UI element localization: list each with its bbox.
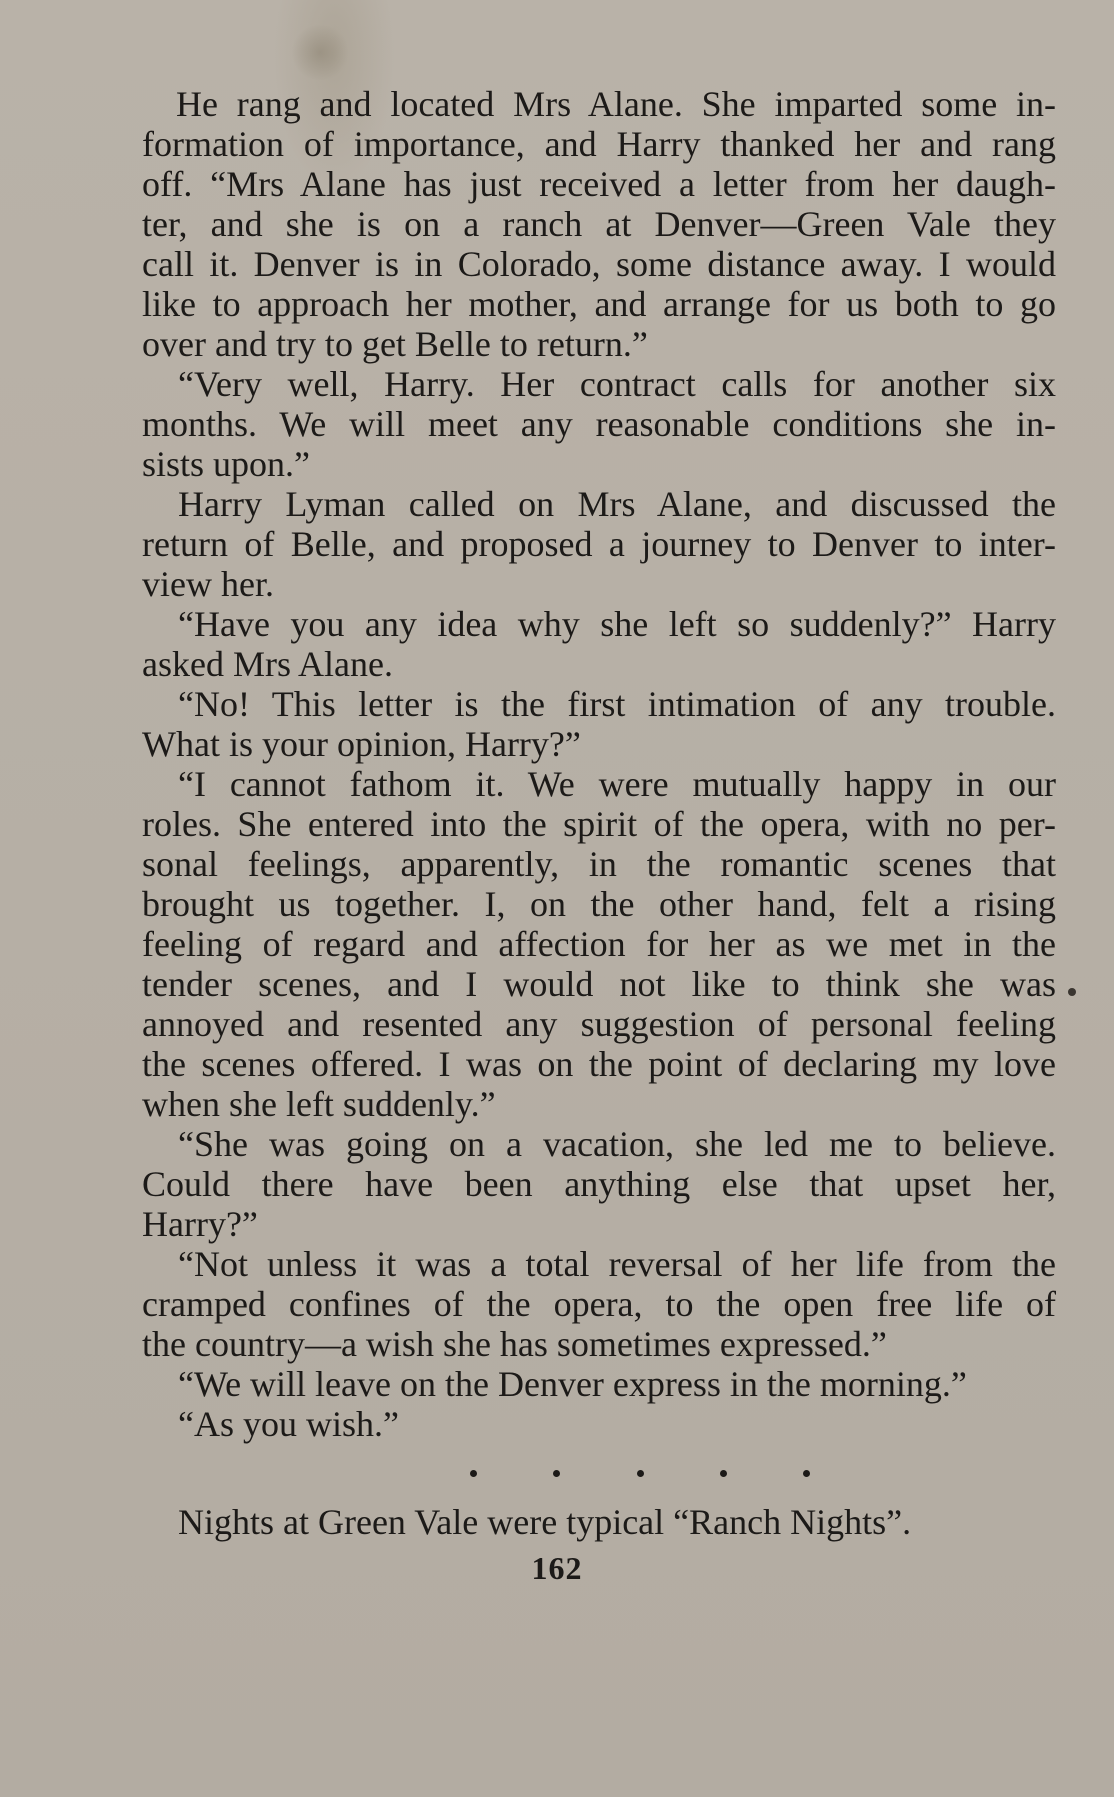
text-line: feeling of regard and affection for her as we met in the [142, 924, 1056, 964]
text-line: tender scenes, and I would not like to think she was [142, 964, 1056, 1004]
section-break [470, 1444, 810, 1502]
paragraph [142, 1404, 1056, 1444]
text-line: He rang and located Mrs Alane. She imparted some in- [176, 84, 1056, 124]
text-line: ter, and she is on a ranch at Denver—Green Vale they [142, 204, 1056, 244]
paragraph [142, 764, 1056, 1124]
text-line: months. We will meet any reasonable conditions she in- [142, 404, 1056, 444]
text-line: “Have you any idea why she left so suddenly?” Harry [178, 604, 1056, 644]
paragraph [142, 84, 1056, 364]
paragraph [142, 484, 1056, 604]
text-line: call it. Denver is in Colorado, some distance away. I would [142, 244, 1056, 284]
text-line: “She was going on a vacation, she led me to believe. [178, 1124, 1056, 1164]
text-line: formation of importance, and Harry thanked her and rang [142, 124, 1056, 164]
text-line: “As you wish.” [178, 1404, 399, 1444]
break-dot [553, 1470, 560, 1477]
text-line: “No! This letter is the first intimation of any trouble. [178, 684, 1056, 724]
text-line: when she left suddenly.” [142, 1084, 496, 1124]
text-line: Could there have been anything else that upset her, [142, 1164, 1056, 1204]
text-line: Harry Lyman called on Mrs Alane, and discussed the [178, 484, 1056, 524]
paragraph [142, 684, 1056, 764]
body-text [142, 84, 1056, 1542]
text-line: like to approach her mother, and arrange for us both to go [142, 284, 1056, 324]
text-line: sists upon.” [142, 444, 311, 484]
break-dot [637, 1470, 644, 1477]
text-line: over and try to get Belle to return.” [142, 324, 648, 364]
text-line: Nights at Green Vale were typical “Ranch Nights”. [178, 1502, 912, 1542]
text-line: asked Mrs Alane. [142, 644, 393, 684]
text-line: the country—a wish she has sometimes expressed.” [142, 1324, 887, 1364]
margin-mark [1068, 988, 1076, 996]
text-line: “Not unless it was a total reversal of her life from the [178, 1244, 1056, 1284]
text-line: “We will leave on the Denver express in the morning.” [178, 1364, 967, 1404]
paragraph [142, 1244, 1056, 1364]
page-number: 162 [531, 1550, 583, 1586]
text-line: off. “Mrs Alane has just received a letter from her daugh- [142, 164, 1056, 204]
break-dot [720, 1470, 727, 1477]
text-line: the scenes offered. I was on the point of declaring my love [142, 1044, 1056, 1084]
text-line: brought us together. I, on the other hand, felt a rising [142, 884, 1056, 924]
text-line: cramped confines of the opera, to the open free life of [142, 1284, 1056, 1324]
paragraph [142, 1124, 1056, 1244]
text-line: “Very well, Harry. Her contract calls for another six [178, 364, 1056, 404]
break-dot [803, 1470, 810, 1477]
stain-mark [290, 25, 350, 80]
text-line: “I cannot fathom it. We were mutually happy in our [178, 764, 1056, 804]
break-dot [470, 1470, 477, 1477]
text-line: What is your opinion, Harry?” [142, 724, 581, 764]
paragraph [142, 604, 1056, 684]
paragraph [142, 364, 1056, 484]
text-line: Harry?” [142, 1204, 258, 1244]
text-line: annoyed and resented any suggestion of personal feeling [142, 1004, 1056, 1044]
text-line: sonal feelings, apparently, in the romantic scenes that [142, 844, 1056, 884]
paragraph [142, 1364, 1056, 1404]
text-line: return of Belle, and proposed a journey to Denver to inter- [142, 524, 1056, 564]
text-line: view her. [142, 564, 274, 604]
paragraph [142, 1502, 1056, 1542]
text-line: roles. She entered into the spirit of the opera, with no per- [142, 804, 1056, 844]
